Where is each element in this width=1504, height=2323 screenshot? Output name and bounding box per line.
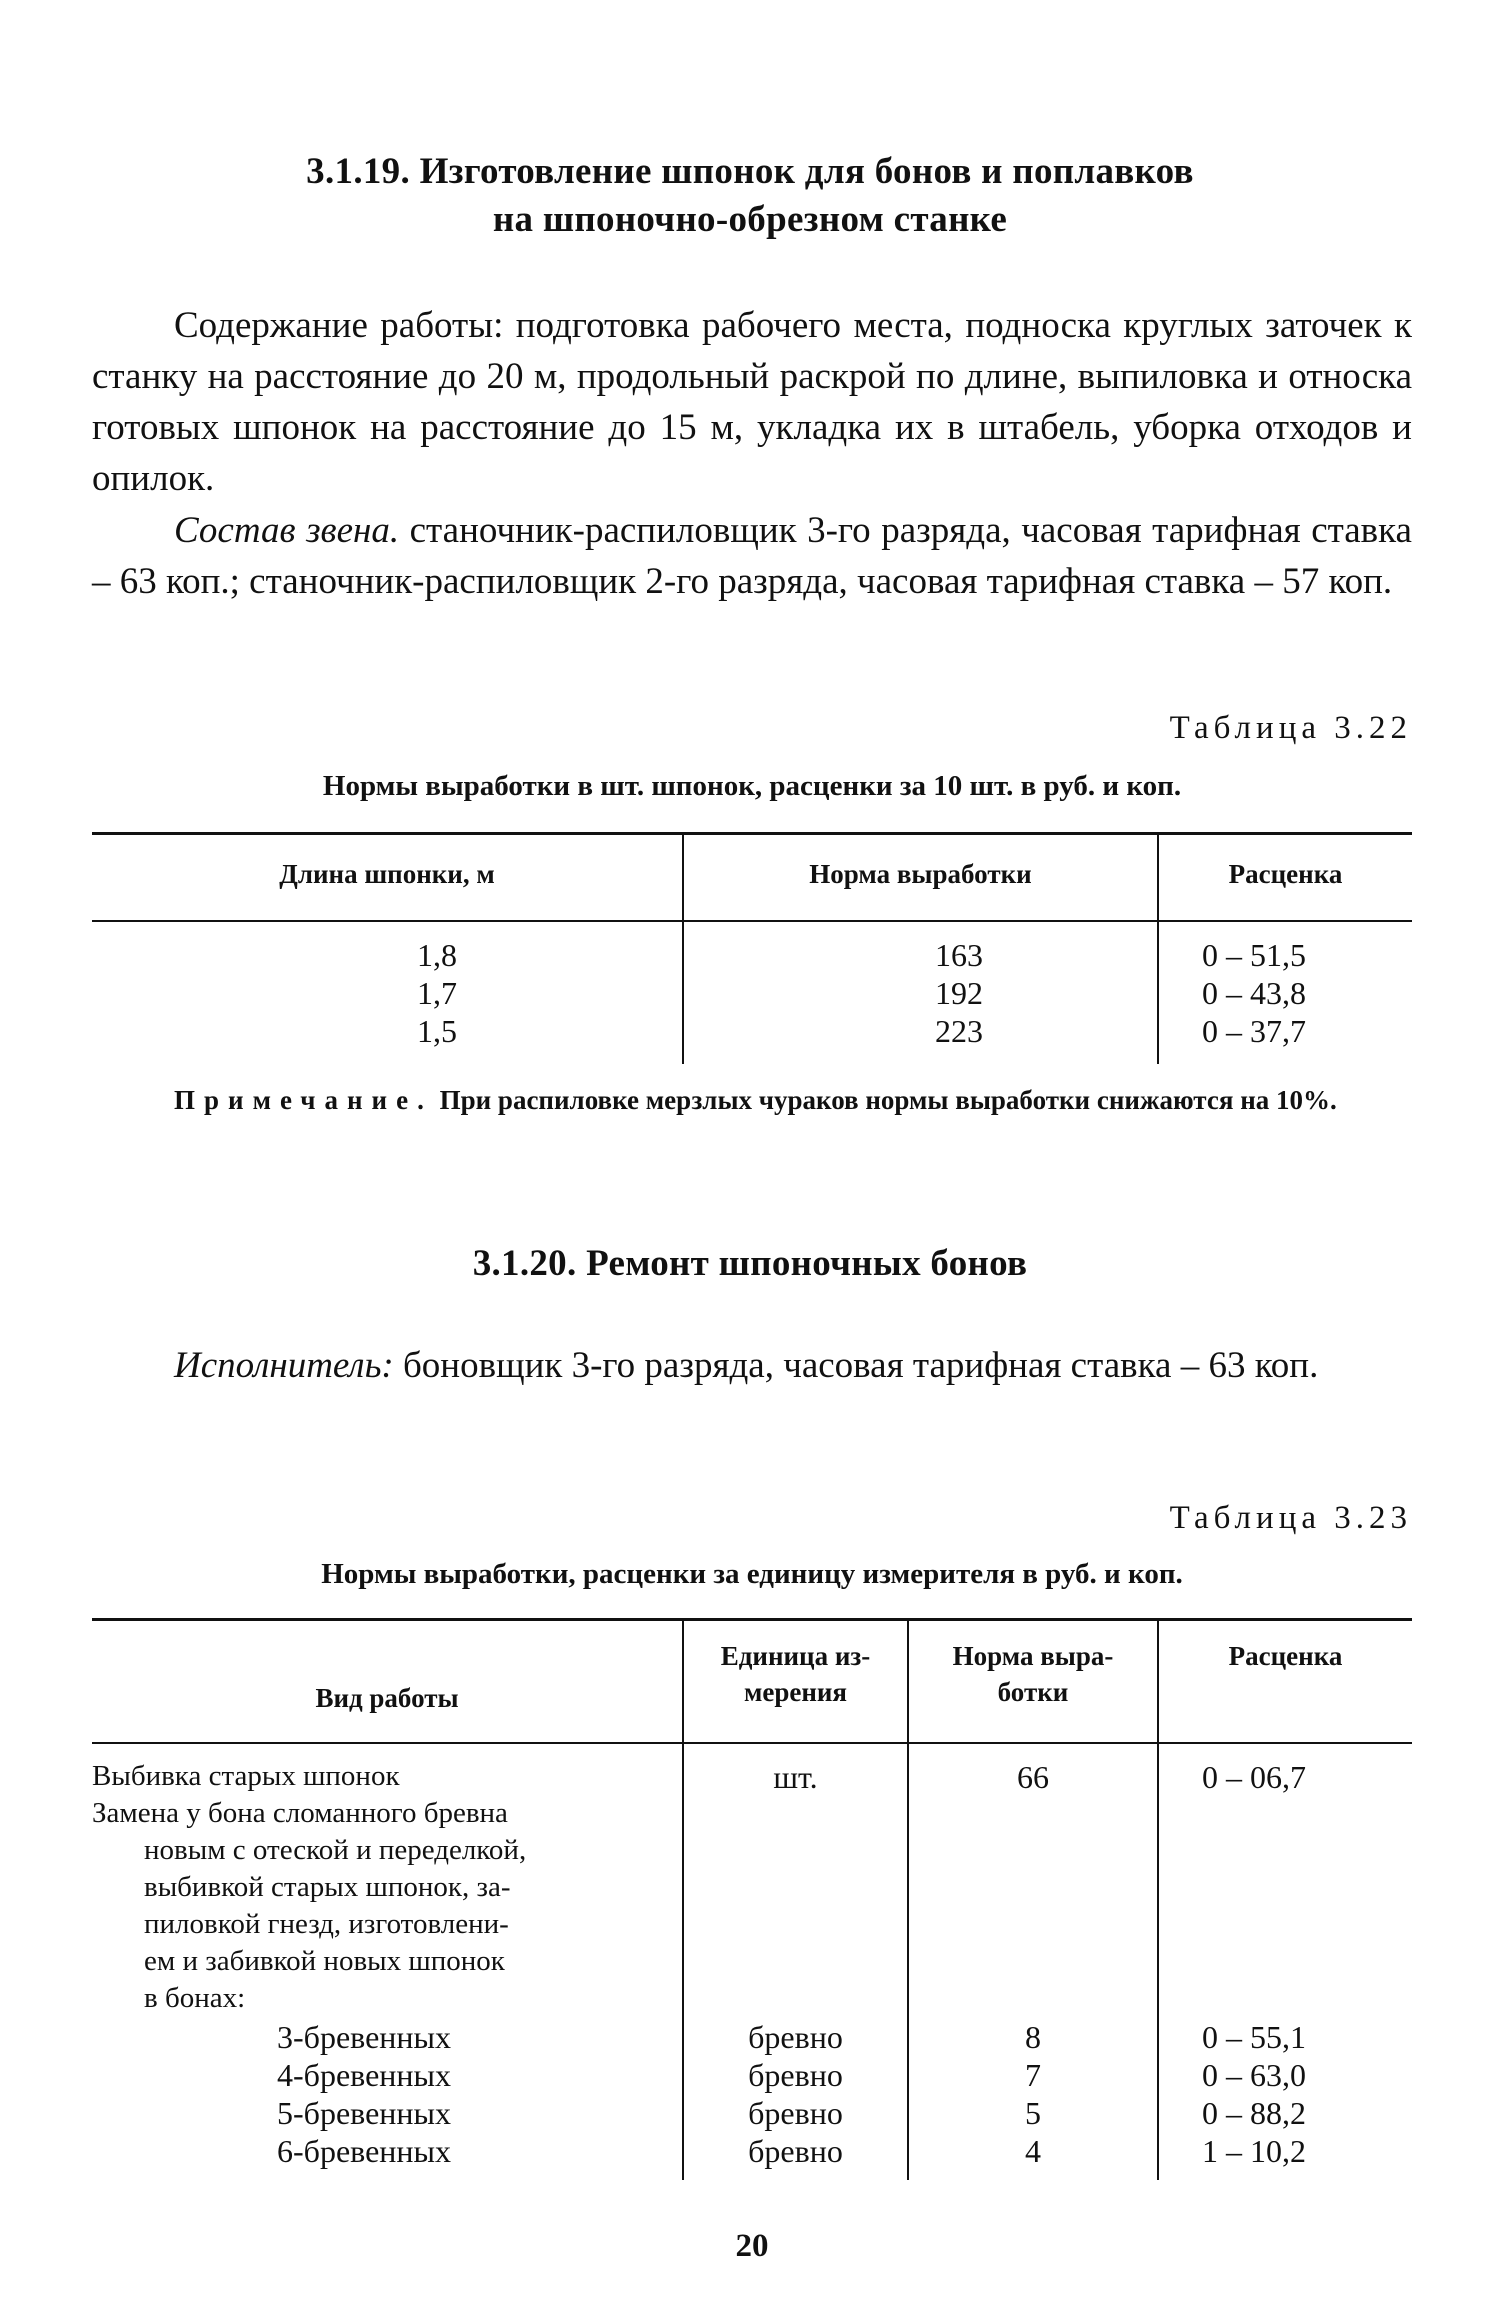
sub-rows-price: 0 – 55,1 0 – 63,0 0 – 88,2 1 – 10,2	[1202, 2019, 1306, 2169]
sub-rows-norm: 8 7 5 4	[1025, 2019, 1041, 2169]
table-1-price: 0 – 43,8	[1202, 975, 1306, 1011]
crew-label: Состав звена.	[174, 510, 400, 551]
work-name: Выбивка старых шпонок	[92, 1760, 400, 1792]
table-2-header-norm: Норма выра- ботки	[952, 1641, 1114, 1707]
table-1	[92, 832, 1412, 1064]
table-1-length: 1,8	[417, 937, 457, 973]
table-2-header-unit: Единица из- мерения	[720, 1641, 871, 1707]
section-2-title: 3.1.20. Ремонт шпоночных бонов	[472, 1243, 1028, 1284]
performer-paragraph	[92, 1340, 1412, 1391]
table-row: 3-бревенных	[277, 2019, 452, 2055]
crew-paragraph	[92, 505, 1412, 607]
table-row	[92, 1758, 400, 1795]
table-1-price: 0 – 37,7	[1202, 1013, 1306, 1049]
sub-rows-work	[277, 2018, 451, 2170]
table-1-norm: 223	[935, 1013, 983, 1049]
table-1-norm: 163	[935, 937, 983, 973]
content-text: подготовка рабочего места, подноска круглых заточек к станку на расстояние до 20 м, продольный раскрой по длине, выпиловка и относка готовых шпонок на расстояние до 15 м, укладка их в штабель, уборка отходов и опилок.	[92, 305, 1412, 499]
table-2-top-rule	[92, 1618, 1412, 1621]
table-2-col-divider-3	[1157, 1618, 1159, 2180]
section-1-title-line-2: на шпоночно-обрезном станке	[492, 199, 1008, 240]
table-1-header-length: Длина шпонки, м	[279, 859, 495, 889]
table-1-length: 1,5	[417, 1013, 457, 1049]
performer-text: боновщик 3-го разряда, часовая тарифная ставка – 63 коп.	[393, 1345, 1319, 1386]
table-row	[1202, 936, 1306, 1050]
table-1-note	[92, 1080, 1412, 1120]
performer-label: Исполнитель:	[174, 1345, 394, 1386]
content-paragraph	[92, 300, 1412, 504]
table-2	[92, 1618, 1412, 2180]
crew-text: станочник-распиловщик 3-го разряда, часовая тарифная ставка – 63 коп.; станочник-распиловщик 2-го разряда, часовая тарифная ставка – 57 коп.	[92, 510, 1412, 602]
table-row	[935, 936, 983, 1050]
table-2-caption: Нормы выработки, расценки за единицу измерителя в руб. и коп.	[321, 1558, 1183, 1590]
table-row: 4-бревенных	[277, 2057, 452, 2093]
unit-cell: шт.	[773, 1759, 818, 1795]
table-1-header-rule	[92, 920, 1412, 922]
group-description: Замена у бона сломанного бревна новым с отеской и переделкой, выбивкой старых шпонок, за- пиловкой гнезд, изготовлени- ем и забивкой новых шпонок в бонах:	[92, 1797, 527, 2014]
table-1-length: 1,7	[417, 975, 457, 1011]
table-1-price: 0 – 51,5	[1202, 937, 1306, 973]
price-cell: 0 – 06,7	[1202, 1759, 1306, 1795]
table-row: 6-бревенных	[277, 2133, 452, 2169]
note-text: При распиловке мерзлых чураков нормы выработки снижаются на 10%.	[432, 1085, 1337, 1115]
section-1-title	[200, 148, 1300, 244]
table-1-caption: Нормы выработки в шт. шпонок, расценки за 10 шт. в руб. и коп.	[322, 770, 1182, 802]
table-1-number: Таблица 3.22	[1169, 710, 1412, 746]
norm-cell: 66	[1017, 1759, 1049, 1795]
note-label: Примечание.	[174, 1085, 433, 1115]
table-1-top-rule	[92, 832, 1412, 835]
table-1-norm: 192	[935, 975, 983, 1011]
table-row	[417, 936, 457, 1050]
sub-rows-unit: бревно бревно бревно бревно	[748, 2019, 843, 2169]
section-1-title-line-1: 3.1.19. Изготовление шпонок для бонов и поплавков	[306, 151, 1194, 192]
table-2-number: Таблица 3.23	[1169, 1500, 1412, 1536]
table-2-header-price: Расценка	[1228, 1641, 1343, 1671]
table-row: 5-бревенных	[277, 2095, 452, 2131]
table-1-header-price: Расценка	[1228, 859, 1343, 889]
content-label: Содержание работы:	[174, 305, 504, 346]
table-2-header-rule	[92, 1742, 1412, 1744]
table-2-header-work: Вид работы	[315, 1683, 459, 1713]
page-number: 20	[735, 2228, 769, 2264]
table-1-header-norm: Норма выработки	[809, 859, 1032, 889]
